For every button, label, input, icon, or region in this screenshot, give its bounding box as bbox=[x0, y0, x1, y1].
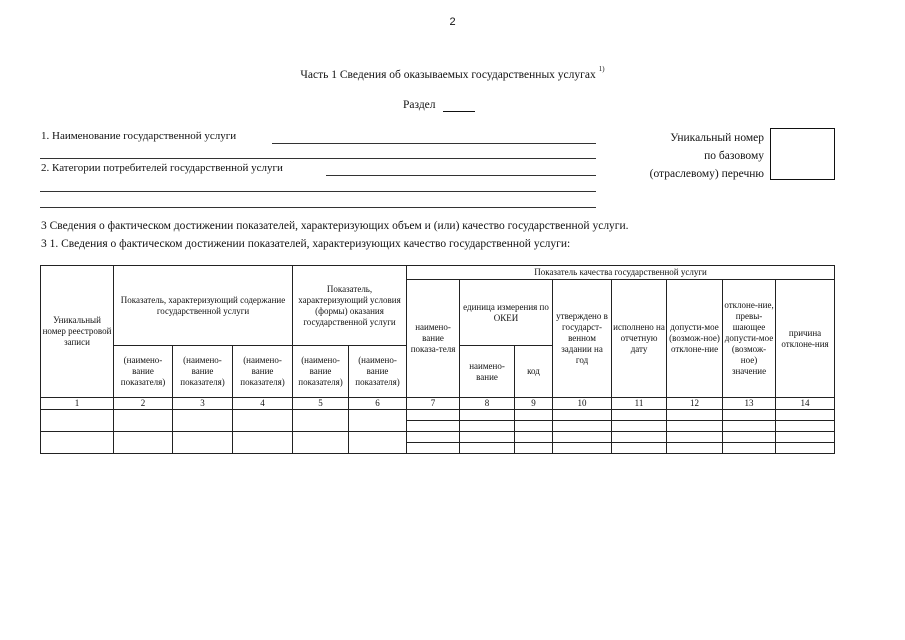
subheader-name-3: (наимено-вание показателя) bbox=[173, 346, 233, 398]
header-content-indicator: Показатель, характеризующий содержание государственной услуги bbox=[114, 266, 293, 346]
info-line-3: 3 Сведения о фактическом достижении показателей, характеризующих объем и (или) качество государственной услуги. bbox=[41, 220, 629, 232]
table-cell[interactable] bbox=[293, 432, 349, 454]
table-cell[interactable] bbox=[460, 432, 515, 443]
table-cell[interactable] bbox=[553, 443, 612, 454]
table-cell[interactable] bbox=[407, 432, 460, 443]
table-cell[interactable] bbox=[612, 421, 667, 432]
service-name-field[interactable] bbox=[272, 143, 596, 144]
table-cell[interactable] bbox=[776, 421, 835, 432]
table-cell[interactable] bbox=[667, 421, 723, 432]
table-cell[interactable] bbox=[407, 443, 460, 454]
unique-number-label-line1: Уникальный номер bbox=[670, 132, 764, 144]
col-num: 5 bbox=[293, 398, 349, 410]
footnote-ref: 1) bbox=[598, 65, 605, 73]
table-cell[interactable] bbox=[173, 410, 233, 432]
table-cell[interactable] bbox=[460, 421, 515, 432]
col-num: 6 bbox=[349, 398, 407, 410]
header-indicator-name: наимено-вание показа-теля bbox=[407, 280, 460, 398]
table-cell[interactable] bbox=[515, 443, 553, 454]
table-cell[interactable] bbox=[515, 432, 553, 443]
col-num: 14 bbox=[776, 398, 835, 410]
table-cell[interactable] bbox=[173, 432, 233, 454]
unique-number-label-line3: (отраслевому) перечню bbox=[649, 168, 764, 180]
header-unique-number: Уникальный номер реестровой записи bbox=[41, 266, 114, 398]
col-num: 2 bbox=[114, 398, 173, 410]
table-cell[interactable] bbox=[667, 432, 723, 443]
table-cell[interactable] bbox=[293, 410, 349, 432]
table-cell[interactable] bbox=[723, 443, 776, 454]
table-cell[interactable] bbox=[612, 432, 667, 443]
col-num: 3 bbox=[173, 398, 233, 410]
column-number-row bbox=[41, 398, 835, 410]
unique-number-label bbox=[600, 129, 764, 183]
table-cell[interactable] bbox=[667, 410, 723, 421]
table-cell[interactable] bbox=[515, 410, 553, 421]
subheader-name-4: (наимено-вание показателя) bbox=[233, 346, 293, 398]
header-unit-okei: единица измерения по ОКЕИ bbox=[460, 280, 553, 346]
col-num: 10 bbox=[553, 398, 612, 410]
table-cell[interactable] bbox=[553, 421, 612, 432]
table-cell[interactable] bbox=[723, 432, 776, 443]
header-quality-indicator: Показатель качества государственной услуги bbox=[407, 266, 835, 280]
unique-number-box[interactable] bbox=[770, 128, 835, 180]
service-name-field-line2[interactable] bbox=[40, 158, 596, 159]
header-approved: утверждено в государст-венном задании на год bbox=[553, 280, 612, 398]
table-cell[interactable] bbox=[114, 410, 173, 432]
col-num: 9 bbox=[515, 398, 553, 410]
page-number: 2 bbox=[449, 16, 456, 28]
header-exceeding-deviation: отклоне-ние, превы-шающее допусти-мое (возмож-ное) значение bbox=[723, 280, 776, 398]
table-cell[interactable] bbox=[612, 443, 667, 454]
col-num: 8 bbox=[460, 398, 515, 410]
table-cell[interactable] bbox=[776, 432, 835, 443]
col-num: 4 bbox=[233, 398, 293, 410]
header-allowed-deviation: допусти-мое (возмож-ное) отклоне-ние bbox=[667, 280, 723, 398]
header-deviation-reason: причина отклоне-ния bbox=[776, 280, 835, 398]
table-cell[interactable] bbox=[553, 410, 612, 421]
subheader-name-5: (наимено-вание показателя) bbox=[293, 346, 349, 398]
consumer-categories-field-line2[interactable] bbox=[40, 191, 596, 192]
subheader-name-6: (наимено-вание показателя) bbox=[349, 346, 407, 398]
subheader-unit-code: код bbox=[515, 346, 553, 398]
part-title-text: Часть 1 Сведения об оказываемых государственных услугах bbox=[300, 68, 596, 81]
part-title bbox=[0, 67, 905, 81]
table-cell[interactable] bbox=[41, 432, 114, 454]
col-num: 1 bbox=[41, 398, 114, 410]
subheader-name-2: (наимено-вание показателя) bbox=[114, 346, 173, 398]
col-num: 11 bbox=[612, 398, 667, 410]
table-cell[interactable] bbox=[407, 410, 460, 421]
service-name-label: 1. Наименование государственной услуги bbox=[41, 130, 237, 142]
table-cell[interactable] bbox=[460, 410, 515, 421]
table-cell[interactable] bbox=[233, 410, 293, 432]
table-row bbox=[41, 432, 835, 443]
table-cell[interactable] bbox=[114, 432, 173, 454]
table-cell[interactable] bbox=[349, 410, 407, 432]
section-label: Раздел bbox=[403, 99, 436, 111]
header-conditions-indicator: Показатель, характеризующий условия (формы) оказания государственной услуги bbox=[293, 266, 407, 346]
table-cell[interactable] bbox=[553, 432, 612, 443]
table-cell[interactable] bbox=[776, 443, 835, 454]
table-cell[interactable] bbox=[460, 443, 515, 454]
col-num: 12 bbox=[667, 398, 723, 410]
table-cell[interactable] bbox=[349, 432, 407, 454]
col-num: 13 bbox=[723, 398, 776, 410]
col-num: 7 bbox=[407, 398, 460, 410]
table-cell[interactable] bbox=[612, 410, 667, 421]
table-row bbox=[41, 410, 835, 421]
table-cell[interactable] bbox=[407, 421, 460, 432]
unique-number-label-line2: по базовому bbox=[704, 150, 764, 162]
table-cell[interactable] bbox=[233, 432, 293, 454]
subheader-unit-name: наимено-вание bbox=[460, 346, 515, 398]
consumer-categories-field-line3[interactable] bbox=[40, 207, 596, 208]
table-cell[interactable] bbox=[723, 410, 776, 421]
consumer-categories-field[interactable] bbox=[326, 175, 596, 176]
table-cell[interactable] bbox=[723, 421, 776, 432]
table-cell[interactable] bbox=[667, 443, 723, 454]
info-line-3-1: 3 1. Сведения о фактическом достижении показателей, характеризующих качество государственной услуги: bbox=[41, 238, 571, 250]
quality-indicators-table bbox=[40, 265, 835, 454]
section-number-field[interactable] bbox=[443, 111, 475, 112]
table-cell[interactable] bbox=[515, 421, 553, 432]
consumer-categories-label: 2. Категории потребителей государственной услуги bbox=[41, 162, 283, 174]
header-executed: исполнено на отчетную дату bbox=[612, 280, 667, 398]
table-cell[interactable] bbox=[776, 410, 835, 421]
table-cell[interactable] bbox=[41, 410, 114, 432]
